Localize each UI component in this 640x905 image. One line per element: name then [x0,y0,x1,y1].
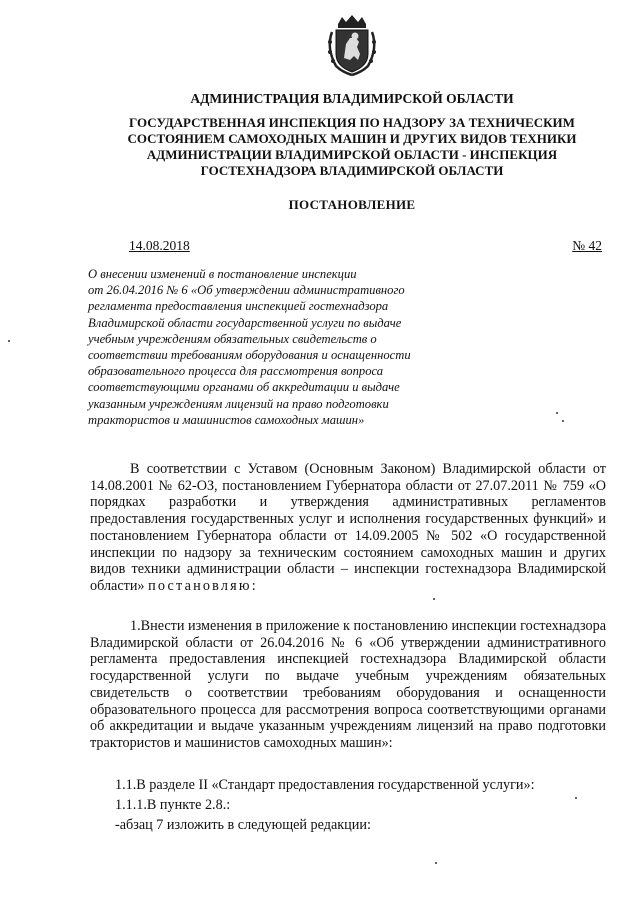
subject-line: соответствии требованиям оборудования и оснащенности [88,348,411,363]
scan-speck [8,340,10,342]
clause-abzac-7: -абзац 7 изложить в следующей редакции: [115,817,371,833]
preamble-paragraph [90,461,606,595]
scan-speck [435,862,437,864]
document-number: № 42 [572,238,602,253]
inspection-title-line: АДМИНИСТРАЦИИ ВЛАДИМИРСКОЙ ОБЛАСТИ - ИНСПЕКЦИЯ [146,147,558,162]
clause-1-paragraph [90,618,606,752]
subject-block [88,266,468,428]
clause-1-1: 1.1.В разделе II «Стандарт предоставления государственной услуги»: [115,777,535,793]
subject-line: соответствующими органами об аккредитации и выдаче [88,380,400,395]
subject-line: О внесении изменений в постановление инспекции [88,267,357,281]
inspection-title-line: ГОСТЕХНАДЗОРА ВЛАДИМИРСКОЙ ОБЛАСТИ [200,163,504,178]
subject-line: Владимирской области государственной услуги по выдаче [88,315,402,330]
coat-of-arms-icon [324,14,380,78]
subject-line: регламента предоставления инспекцией гостехнадзора [88,299,389,314]
inspection-title [0,115,640,179]
administration-title: АДМИНИСТРАЦИЯ ВЛАДИМИРСКОЙ ОБЛАСТИ [190,91,514,106]
subject-line: учебным учреждениям обязательных свидетельств о [88,331,377,346]
scan-speck [575,797,577,799]
preamble-text: В соответствии с Уставом (Основным Законом) Владимирской области от 14.08.2001 № 62-ОЗ, постановлением Губернатора области от 27.07.2011 № 759 «О порядках разработки и утверждения административных регламентов предоставления государственных услуг и исполнения государственных функций» и постановлением Губернатора области от 14.09.2005 № 502 «О государственной инспекции по надзору за техническим состоянием самоходных машин и других видов техники администрации области – инспекции гостехнадзора Владимирской области» [90,461,606,594]
clause-1-1-1: 1.1.1.В пункте 2.8.: [115,797,231,813]
subject-line: образовательного процесса для рассмотрения вопроса [88,364,384,379]
scan-speck [562,420,564,422]
subject-line: указанным учреждениям лицензий на право подготовки [88,396,389,411]
inspection-title-line: ГОСУДАРСТВЕННАЯ ИНСПЕКЦИЯ ПО НАДЗОРУ ЗА ТЕХНИЧЕСКИМ [129,115,575,130]
subject-line: трактористов и машинистов самоходных машин» [88,412,365,427]
inspection-title-line: СОСТОЯНИЕМ САМОХОДНЫХ МАШИН И ДРУГИХ ВИДОВ ТЕХНИКИ [127,131,577,146]
clause-1-text: 1.Внести изменения в приложение к постановлению инспекции гостехнадзора Владимирской области от 26.04.2016 № 6 «Об утверждении административного регламента предоставления инспекцией гостехнадзора Владимирской области государственной услуги по выдаче учебным учреждениям обязательных свидетельств о соответствии требованиям оборудования и оснащенности образовательного процесса для рассмотрения вопроса соответствующими органами об аккредитации и выдаче указанным учреждениям лицензий на право подготовки трактористов и машинистов самоходных машин»: [90,618,606,751]
document-type: ПОСТАНОВЛЕНИЕ [288,197,416,212]
scan-speck [556,412,558,414]
document-date: 14.08.2018 [129,238,190,253]
resolve-word: постановляю: [148,577,258,594]
scan-speck [433,598,435,600]
subject-line: от 26.04.2016 № 6 «Об утверждении административного [88,283,405,298]
